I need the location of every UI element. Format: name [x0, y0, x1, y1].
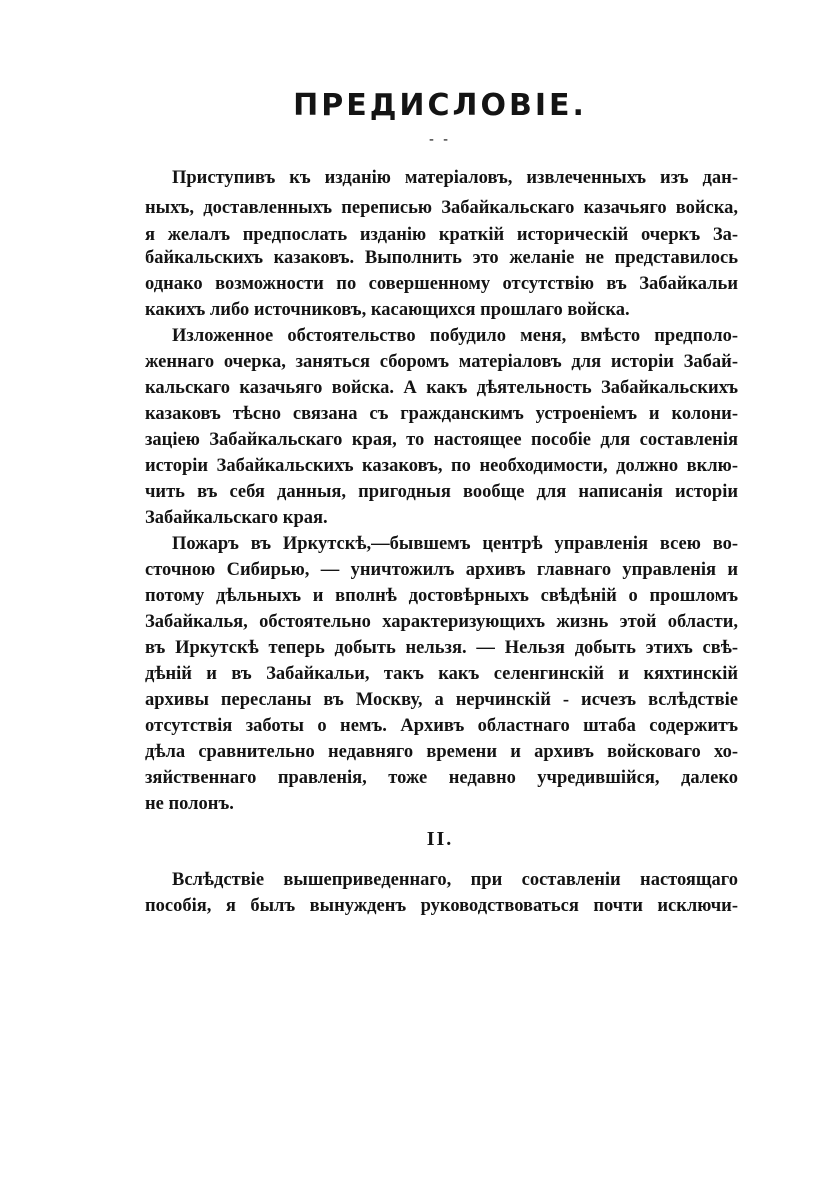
page-title: ПРЕДИСЛОВІЕ. — [293, 88, 587, 123]
paragraph-line: Забайкальскаго края. — [145, 508, 328, 528]
paragraph-line: ныхъ, доставленныхъ переписью Забайкальскаго казачьяго войска, — [145, 198, 738, 218]
paragraph-line: исторіи Забайкальскихъ казаковъ, по необходимости, должно вклю- — [145, 456, 738, 476]
paragraph-line: въ Иркутскѣ теперь добыть нельзя. — Нельзя добыть этихъ свѣ- — [145, 638, 738, 658]
paragraph-line: не полонъ. — [145, 794, 234, 814]
paragraph-line: заціею Забайкальскаго края, то настоящее пособіе для составленія — [145, 430, 738, 450]
paragraph-line: байкальскихъ казаковъ. Выполнить это желаніе не представилось — [145, 248, 738, 268]
paragraph-line: казаковъ тѣсно связана съ гражданскимъ устроеніемъ и колони- — [145, 404, 738, 424]
paragraph-line: зяйственнаго правленія, тоже недавно учредившійся, далеко — [145, 768, 738, 788]
paragraph-line: я желалъ предпослать изданію краткій историческій очеркъ За- — [145, 225, 738, 245]
paragraph-line: Приступивъ къ изданію матеріаловъ, извлеченныхъ изъ дан- — [172, 168, 738, 188]
paragraph-line: кальскаго казачьяго войска. А какъ дѣятельность Забайкальскихъ — [145, 378, 738, 398]
section-number: II. — [426, 828, 454, 850]
paragraph-line: отсутствія заботы о немъ. Архивъ областнаго штаба содержитъ — [145, 716, 738, 736]
paragraph-line: Вслѣдствіе вышеприведеннаго, при составленіи настоящаго — [172, 870, 738, 890]
paragraph-line: дѣній и въ Забайкальи, такъ какъ селенгинскій и кяхтинскій — [145, 664, 738, 684]
paragraph-line: женнаго очерка, заняться сборомъ матеріаловъ для исторіи Забай- — [145, 352, 738, 372]
paragraph-line: Изложенное обстоятельство побудило меня, вмѣсто предполо- — [172, 326, 738, 346]
paragraph-line: пособія, я былъ вынужденъ руководствоваться почти исключи- — [145, 896, 738, 916]
paragraph-line: чить въ себя данныя, пригодныя вообще для написанія исторіи — [145, 482, 738, 502]
paragraph-line: Пожаръ въ Иркутскѣ,—бывшемъ центрѣ управленія всею во- — [172, 534, 738, 554]
paragraph-line: потому дѣльныхъ и вполнѣ достовѣрныхъ свѣдѣній о прошломъ — [145, 586, 738, 606]
paragraph-line: Забайкалья, обстоятельно характеризующихъ жизнь этой области, — [145, 612, 738, 632]
paragraph-line: дѣла сравнительно недавняго времени и архивъ войсковаго хо- — [145, 742, 738, 762]
title-ornament-dash: - - — [429, 132, 451, 147]
paragraph-line: однако возможности по совершенному отсутствію въ Забайкальи — [145, 274, 738, 294]
paragraph-line: сточною Сибирью, — уничтожилъ архивъ главнаго управленія и — [145, 560, 738, 580]
paragraph-line: архивы пересланы въ Москву, а нерчинскій - исчезъ вслѣдствіе — [145, 690, 738, 710]
paragraph-line: какихъ либо источниковъ, касающихся прошлаго войска. — [145, 300, 630, 320]
